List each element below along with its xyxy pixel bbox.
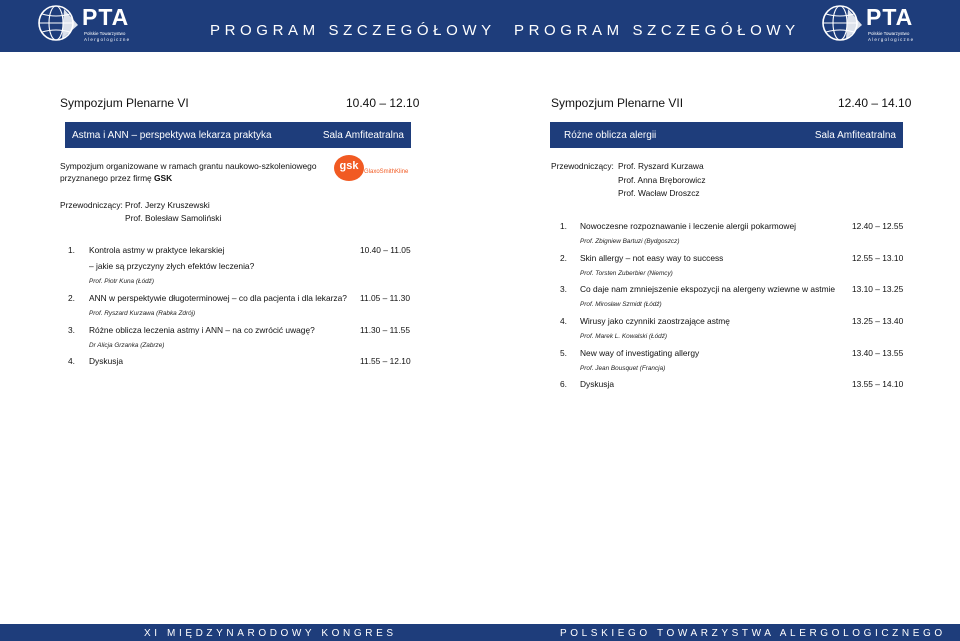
- right-item-5-num: 5.: [560, 348, 567, 358]
- right-band-title: Różne oblicza alergii: [564, 130, 657, 141]
- gsk-logo: [334, 153, 416, 183]
- right-item-4-title: Wirusy jako czynniki zaostrzające astmę: [580, 316, 730, 326]
- sponsor-line-2: [60, 173, 172, 183]
- left-item-4-title: Dyskusja: [89, 356, 123, 366]
- left-band-room: Sala Amfiteatralna: [322, 130, 404, 141]
- header-title-right: PROGRAM SZCZEGÓŁOWY: [514, 22, 800, 39]
- right-item-3-num: 3.: [560, 284, 567, 294]
- right-item-2-speaker: Prof. Torsten Zuberbier (Niemcy): [580, 270, 673, 277]
- right-band-room: Sala Amfiteatralna: [814, 130, 896, 141]
- logo-name: PTA: [82, 4, 130, 30]
- right-item-3-speaker: Prof. Mirosław Szmidt (Łódź): [580, 301, 662, 308]
- logo-line-1: Polskie Towarzystwo: [868, 31, 910, 36]
- left-item-1-title: Kontrola astmy w praktyce lekarskiej: [89, 245, 225, 255]
- left-item-1-num: 1.: [68, 245, 75, 255]
- right-item-1-time: 12.40 – 12.55: [852, 221, 904, 231]
- left-item-3-num: 3.: [68, 325, 75, 335]
- left-item-3-title: Różne oblicza leczenia astmy i ANN – na co zwrócić uwagę?: [89, 325, 315, 335]
- logo-line-2: Alergologiczne: [84, 37, 131, 42]
- right-item-3-time: 13.10 – 13.25: [852, 284, 904, 294]
- right-chair-label: Przewodniczący:: [551, 161, 614, 171]
- right-item-1-num: 1.: [560, 221, 567, 231]
- pta-logo-right: [818, 3, 934, 43]
- right-item-3-title: Co daje nam zmniejszenie ekspozycji na alergeny wziewne w astmie: [580, 284, 836, 294]
- logo-line-2: Alergologiczne: [868, 37, 915, 42]
- right-item-6-num: 6.: [560, 379, 567, 389]
- sponsor-line-2-text: przyznanego przez firmę: [60, 173, 155, 183]
- header-title-left: PROGRAM SZCZEGÓŁOWY: [210, 22, 496, 39]
- globe-icon: [34, 3, 80, 43]
- right-item-6-time: 13.55 – 14.10: [852, 379, 904, 389]
- right-item-1-speaker: Prof. Zbigniew Bartuzi (Bydgoszcz): [580, 238, 680, 245]
- gsk-mark: gsk: [339, 160, 359, 172]
- right-item-4-time: 13.25 – 13.40: [852, 316, 904, 326]
- sponsor-line-1: Sympozjum organizowane w ramach grantu naukowo-szkoleniowego: [60, 161, 317, 171]
- right-chair-3: Prof. Wacław Droszcz: [618, 188, 700, 198]
- right-item-6-title: Dyskusja: [580, 379, 614, 389]
- left-item-3-speaker: Dr Alicja Grzanka (Zabrze): [89, 342, 165, 349]
- right-chair-1: Prof. Ryszard Kurzawa: [618, 161, 704, 171]
- left-chair-2: Prof. Bolesław Samoliński: [125, 213, 222, 223]
- left-item-2-time: 11.05 – 11.30: [360, 293, 410, 303]
- footer-left: XI MIĘDZYNARODOWY KONGRES: [144, 628, 397, 639]
- left-item-3-time: 11.30 – 11.55: [360, 325, 410, 335]
- left-session-time: 10.40 – 12.10: [346, 96, 420, 110]
- right-item-5-time: 13.40 – 13.55: [852, 348, 904, 358]
- pta-logo: [34, 3, 150, 43]
- left-item-1-time: 10.40 – 11.05: [360, 245, 411, 255]
- footer-right: POLSKIEGO TOWARZYSTWA ALERGOLOGICZNEGO: [560, 628, 946, 639]
- right-item-5-speaker: Prof. Jean Bousquet (Francja): [580, 365, 666, 372]
- right-session-time: 12.40 – 14.10: [838, 96, 912, 110]
- left-item-2-speaker: Prof. Ryszard Kurzawa (Rabka Zdrój): [89, 310, 196, 317]
- right-item-2-time: 12.55 – 13.10: [852, 253, 904, 263]
- right-item-2-title: Skin allergy – not easy way to success: [580, 253, 724, 263]
- right-item-4-num: 4.: [560, 316, 567, 326]
- left-session-band: [65, 122, 411, 148]
- left-item-1-speaker: Prof. Piotr Kuna (Łódź): [89, 278, 155, 285]
- right-item-5-title: New way of investigating allergy: [580, 348, 700, 358]
- gsk-name: GlaxoSmithKline: [364, 169, 409, 175]
- right-item-2-num: 2.: [560, 253, 567, 263]
- left-item-4-num: 4.: [68, 356, 75, 366]
- left-chair-1: Prof. Jerzy Kruszewski: [125, 200, 210, 210]
- left-chair-label: Przewodniczący:: [60, 200, 123, 210]
- left-session-title: Sympozjum Plenarne VI: [60, 96, 189, 110]
- left-item-4-time: 11.55 – 12.10: [360, 356, 411, 366]
- left-band-title: Astma i ANN – perspektywa lekarza praktyka: [72, 130, 272, 141]
- right-item-4-speaker: Prof. Marek L. Kowalski (Łódź): [580, 333, 668, 340]
- globe-icon: [818, 3, 864, 43]
- right-session-band: [550, 122, 903, 148]
- right-session-title: Sympozjum Plenarne VII: [551, 96, 684, 110]
- logo-line-1: Polskie Towarzystwo: [84, 31, 126, 36]
- logo-name: PTA: [866, 4, 914, 30]
- right-item-1-title: Nowoczesne rozpoznawanie i leczenie alergii pokarmowej: [580, 221, 796, 231]
- right-chair-2: Prof. Anna Bręborowicz: [618, 175, 706, 185]
- left-item-1-title-2: – jakie są przyczyny złych efektów leczenia?: [89, 261, 255, 271]
- sponsor-name: GSK: [154, 173, 173, 183]
- left-item-2-title: ANN w perspektywie długoterminowej – co dla pacjenta i dla lekarza?: [89, 293, 347, 303]
- left-item-2-num: 2.: [68, 293, 75, 303]
